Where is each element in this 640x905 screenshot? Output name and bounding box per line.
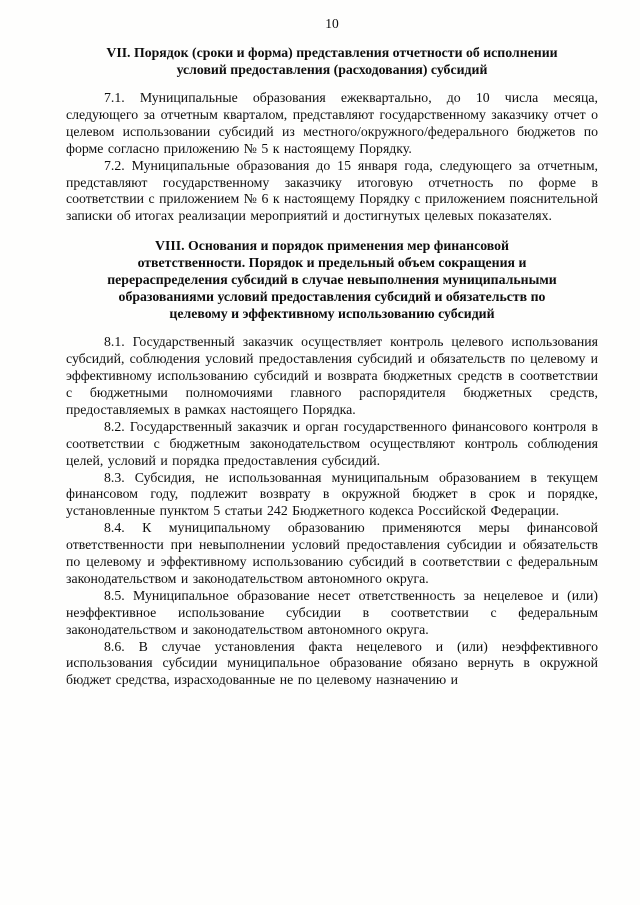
section-viii-body [66,334,598,689]
paragraph-8-2: 8.2. Государственный заказчик и орган государственного финансового контроля в соответствии с бюджетным законодательством осуществляют контроль соблюдения целей, условий и порядка предоставления субсидий. [66,418,598,468]
page-number: 10 [325,16,339,31]
paragraph-7-2: 7.2. Муниципальные образования до 15 января года, следующего за отчетным, представляют государственному заказчику итоговую отчетность по форме в соответствии с приложением № 6 к настоящему Порядку с приложением пояснительной записки об итогах реализации мероприятий и достигнутых целевых показателях. [66,157,598,224]
paragraph-8-4: 8.4. К муниципальному образованию применяются меры финансовой ответственности при невыполнении условий предоставления субсидии и обязательств по целевому и эффективному использованию субсидий в соответствии с федеральным законодательством и законодательством автономного округа. [66,520,598,586]
paragraph-8-6: 8.6. В случае установления факта нецелевого и (или) неэффективного использования субсидии муниципальное образование обязано вернуть в окружной бюджет средства, израсходованные не по целевому назначению и [66,638,598,688]
paragraph-7-1: 7.1. Муниципальные образования ежеквартально, до 10 числа месяца, следующего за отчетным кварталом, представляют государственному заказчику отчет о целевом использовании субсидий из местного/окружного/федерального бюджетов по форме согласно приложению № 5 к настоящему Порядку. [66,90,598,156]
section-heading-viii: VIII. Основания и порядок применения мер финансовой ответственности. Порядок и предельный объем сокращения и перераспределения субсидий в случае невыполнения муниципальными образованиями условий предоставления субсидий и обязательств по целевому и эффективному использованию субсидий [107,238,557,322]
paragraph-8-3: 8.3. Субсидия, не использованная муниципальным образованием в текущем финансовом году, подлежит возврату в окружной бюджет в срок и порядке, установленные пунктом 5 статьи 242 Бюджетного кодекса Российской Федерации. [66,469,598,519]
paragraph-8-1: 8.1. Государственный заказчик осуществляет контроль целевого использования субсидий, соблюдения условий предоставления субсидий и обязательств по целевому и эффективному использованию субсидий и возврата бюджетных средств в соответствии с бюджетными полномочиями главного распорядителя бюджетных средств, предоставляемых в рамках настоящего Порядка. [66,334,598,417]
section-vii-body [66,90,598,225]
section-heading-vii: VII. Порядок (сроки и форма) представления отчетности об исполнении условий предоставления (расходования) субсидий [106,45,558,77]
paragraph-8-5: 8.5. Муниципальное образование несет ответственность за нецелевое и (или) неэффективное использование субсидии в соответствии с федеральным законодательством и законодательством автономного округа. [66,587,598,637]
